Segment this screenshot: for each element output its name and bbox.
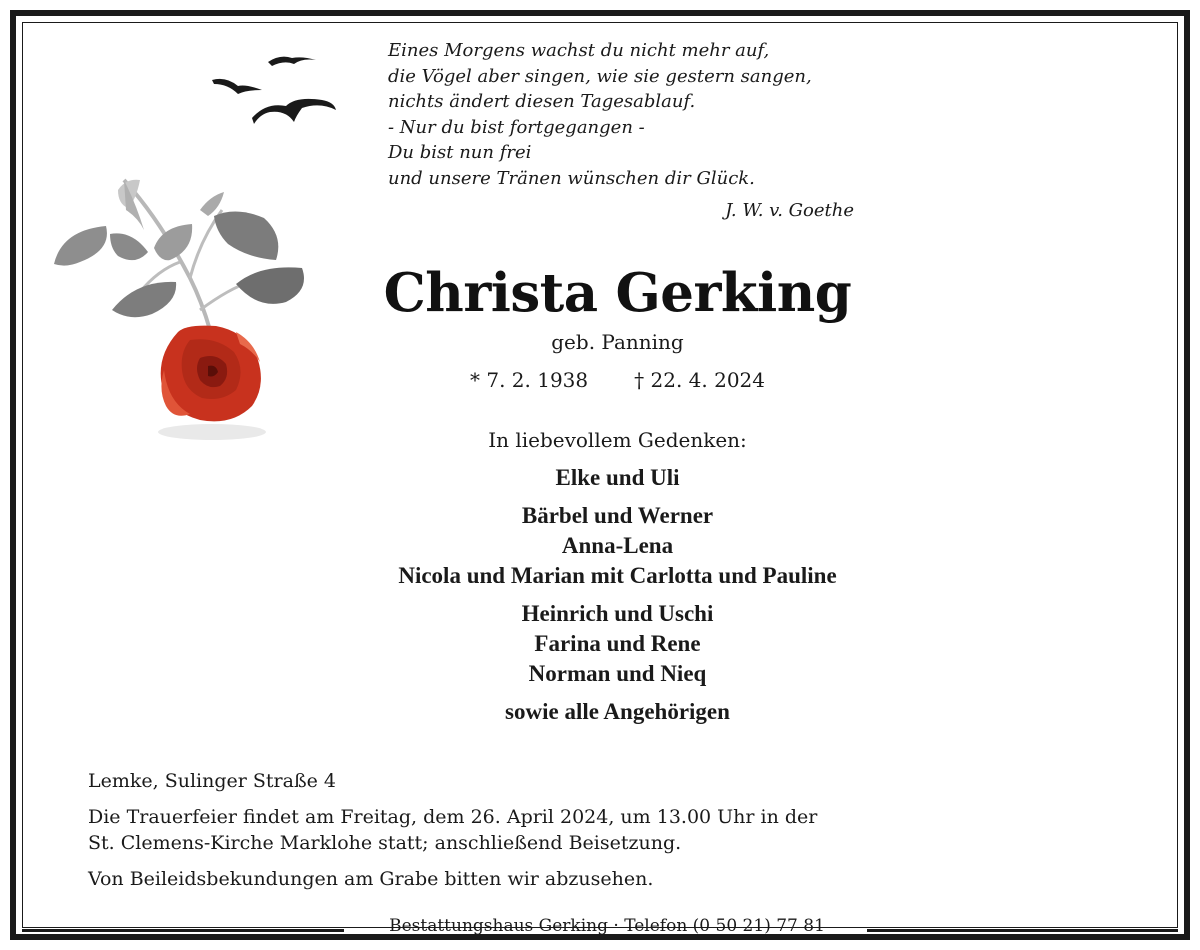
- death-date: † 22. 4. 2024: [634, 368, 765, 392]
- ceremony-line: Die Trauerfeier findet am Freitag, dem 26. April 2024, um 13.00 Uhr in der: [88, 806, 818, 828]
- poem-line: die Vögel aber singen, wie sie gestern sangen,: [388, 65, 812, 87]
- birth-date: * 7. 2. 1938: [470, 368, 589, 392]
- mourner-line: Anna-Lena: [561, 533, 674, 558]
- funeral-home-contact: Bestattungshaus Gerking · Telefon (0 50 21) 77 81: [389, 916, 825, 936]
- mourners-list: [340, 463, 895, 735]
- mourner-line: Farina und Rene: [534, 631, 701, 656]
- poem-line: Eines Morgens wachst du nicht mehr auf,: [388, 40, 770, 61]
- rose-illustration: [40, 40, 360, 450]
- memory-line: In liebevollem Gedenken:: [488, 428, 747, 452]
- mourner-group: [340, 463, 895, 493]
- poem-line: - Nur du bist fortgegangen -: [388, 116, 645, 138]
- mourner-line: sowie alle Angehörigen: [505, 699, 730, 724]
- deceased-name: Christa Gerking: [383, 262, 852, 324]
- poem-author: J. W. v. Goethe: [725, 200, 854, 221]
- mourner-line: Nicola und Marian mit Carlotta und Pauline: [398, 563, 837, 588]
- ceremony-line: St. Clemens-Kirche Marklohe statt; anschließend Beisetzung.: [88, 832, 682, 854]
- ceremony-text: [88, 804, 988, 856]
- mourner-group: [340, 501, 895, 591]
- mourner-group: [340, 697, 895, 727]
- poem-line: Du bist nun frei: [388, 142, 532, 163]
- poem-line: nichts ändert diesen Tagesablauf.: [388, 91, 696, 112]
- footer-rule-right: [867, 929, 1178, 932]
- poem: [388, 38, 868, 221]
- footer-rule-left: [22, 929, 344, 932]
- footer: [22, 914, 1178, 940]
- mourner-line: Elke und Uli: [555, 465, 680, 490]
- life-dates: [340, 366, 895, 394]
- ceremony-info: [88, 768, 988, 892]
- mourner-group: [340, 599, 895, 689]
- rose-icon: [54, 180, 304, 440]
- mourner-line: Bärbel und Werner: [521, 503, 714, 528]
- birds-icon: [212, 57, 336, 124]
- maiden-name: geb. Panning: [551, 330, 684, 354]
- address: Lemke, Sulinger Straße 4: [88, 770, 337, 792]
- mourner-line: Heinrich und Uschi: [521, 601, 714, 626]
- poem-line: und unsere Tränen wünschen dir Glück.: [388, 167, 755, 189]
- mourner-line: Norman und Nieq: [528, 661, 707, 686]
- condolence-note: Von Beileidsbekundungen am Grabe bitten wir abzusehen.: [88, 868, 654, 890]
